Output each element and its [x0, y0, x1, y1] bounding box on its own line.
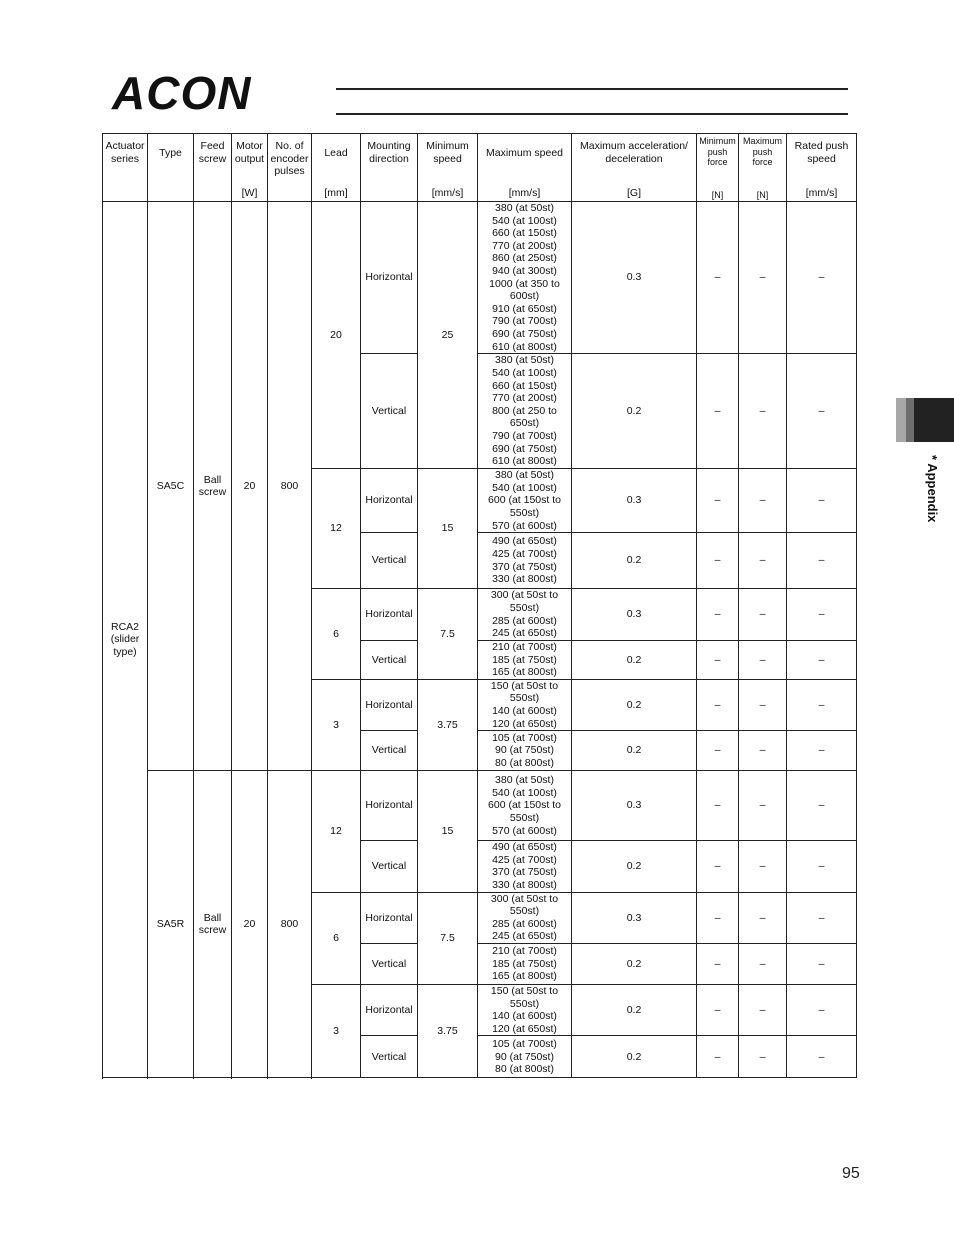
tab-stripe-dark	[914, 398, 954, 442]
header-maximum-speed: Maximum speed [mm/s]	[478, 134, 572, 202]
maximum-speed-cell: 490 (at 650st) 425 (at 700st) 370 (at 750st) 330 (at 800st)	[478, 841, 572, 892]
acceleration-cell: 0.2	[572, 1036, 697, 1078]
acceleration-cell: 0.3	[572, 771, 697, 841]
motor-output-cell: 20	[232, 202, 268, 771]
max-push-force-cell: –	[739, 589, 787, 641]
rated-push-speed-cell: –	[787, 731, 857, 771]
rated-push-speed-cell: –	[787, 985, 857, 1036]
tab-stripe-mid	[906, 398, 914, 442]
acceleration-cell: 0.3	[572, 202, 697, 354]
acceleration-cell: 0.3	[572, 469, 697, 533]
mounting-direction-cell: Vertical	[361, 841, 418, 892]
logo-rule-top	[336, 88, 848, 90]
min-push-force-cell: –	[697, 731, 739, 771]
mounting-direction-cell: Horizontal	[361, 679, 418, 730]
min-push-force-cell: –	[697, 841, 739, 892]
header-max-acceleration: Maximum acceleration/ deceleration [G]	[572, 134, 697, 202]
rated-push-speed-cell: –	[787, 892, 857, 943]
minimum-speed-cell: 15	[418, 469, 478, 589]
maximum-speed-cell: 380 (at 50st) 540 (at 100st) 660 (at 150st) 770 (at 200st) 860 (at 250st) 940 (at 300st) 1000 (at 350 to 600st) 910 (at 650st) 790 (at 700st) 690 (at 750st) 610 (at 800st)	[478, 202, 572, 354]
min-push-force-cell: –	[697, 679, 739, 730]
min-push-force-cell: –	[697, 589, 739, 641]
mounting-direction-cell: Vertical	[361, 944, 418, 985]
maximum-speed-cell: 300 (at 50st to 550st) 285 (at 600st) 245 (at 650st)	[478, 892, 572, 943]
tab-stripe-light	[896, 398, 906, 442]
mounting-direction-cell: Vertical	[361, 1036, 418, 1078]
mounting-direction-cell: Vertical	[361, 641, 418, 680]
max-push-force-cell: –	[739, 944, 787, 985]
motor-output-cell: 20	[232, 771, 268, 1078]
minimum-speed-cell: 15	[418, 771, 478, 892]
header-motor-output: Motor output [W]	[232, 134, 268, 202]
lead-cell: 12	[312, 469, 361, 589]
rated-push-speed-cell: –	[787, 202, 857, 354]
actuator-series-cell: RCA2 (slider type)	[103, 202, 148, 1078]
rated-push-speed-cell: –	[787, 679, 857, 730]
acceleration-cell: 0.2	[572, 841, 697, 892]
type-cell: SA5R	[148, 771, 194, 1078]
maximum-speed-cell: 105 (at 700st) 90 (at 750st) 80 (at 800st)	[478, 1036, 572, 1078]
specification-table	[102, 133, 857, 1078]
acceleration-cell: 0.3	[572, 892, 697, 943]
logo-text: ACON	[112, 67, 252, 119]
encoder-pulses-cell: 800	[268, 202, 312, 771]
lead-cell: 3	[312, 985, 361, 1078]
minimum-speed-cell: 7.5	[418, 892, 478, 984]
max-push-force-cell: –	[739, 771, 787, 841]
acceleration-cell: 0.2	[572, 731, 697, 771]
min-push-force-cell: –	[697, 533, 739, 589]
rated-push-speed-cell: –	[787, 533, 857, 589]
max-push-force-cell: –	[739, 731, 787, 771]
acceleration-cell: 0.2	[572, 985, 697, 1036]
acceleration-cell: 0.2	[572, 354, 697, 469]
min-push-force-cell: –	[697, 892, 739, 943]
lead-cell: 20	[312, 202, 361, 469]
type-cell: SA5C	[148, 202, 194, 771]
rated-push-speed-cell: –	[787, 944, 857, 985]
mounting-direction-cell: Horizontal	[361, 589, 418, 641]
max-push-force-cell: –	[739, 985, 787, 1036]
max-push-force-cell: –	[739, 841, 787, 892]
mounting-direction-cell: Horizontal	[361, 985, 418, 1036]
table-row	[103, 202, 857, 354]
acceleration-cell: 0.3	[572, 589, 697, 641]
rated-push-speed-cell: –	[787, 771, 857, 841]
max-push-force-cell: –	[739, 354, 787, 469]
rated-push-speed-cell: –	[787, 589, 857, 641]
acceleration-cell: 0.2	[572, 679, 697, 730]
page-number: 95	[842, 1165, 860, 1182]
rated-push-speed-cell: –	[787, 841, 857, 892]
mounting-direction-cell: Horizontal	[361, 892, 418, 943]
lead-cell: 12	[312, 771, 361, 892]
table-row	[103, 771, 857, 841]
maximum-speed-cell: 150 (at 50st to 550st) 140 (at 600st) 120 (at 650st)	[478, 679, 572, 730]
feed-screw-cell: Ball screw	[194, 202, 232, 771]
min-push-force-cell: –	[697, 1036, 739, 1078]
rated-push-speed-cell: –	[787, 641, 857, 680]
appendix-section-label: * Appendix	[925, 455, 940, 523]
maximum-speed-cell: 210 (at 700st) 185 (at 750st) 165 (at 800st)	[478, 944, 572, 985]
max-push-force-cell: –	[739, 533, 787, 589]
header-lead: Lead [mm]	[312, 134, 361, 202]
maximum-speed-cell: 210 (at 700st) 185 (at 750st) 165 (at 800st)	[478, 641, 572, 680]
mounting-direction-cell: Horizontal	[361, 469, 418, 533]
mounting-direction-cell: Horizontal	[361, 202, 418, 354]
header-row	[103, 134, 857, 202]
header-maximum-push-force: Maximum push force [N]	[739, 134, 787, 202]
min-push-force-cell: –	[697, 771, 739, 841]
min-push-force-cell: –	[697, 985, 739, 1036]
min-push-force-cell: –	[697, 641, 739, 680]
min-push-force-cell: –	[697, 202, 739, 354]
mounting-direction-cell: Vertical	[361, 731, 418, 771]
max-push-force-cell: –	[739, 202, 787, 354]
rated-push-speed-cell: –	[787, 1036, 857, 1078]
lead-cell: 6	[312, 589, 361, 680]
feed-screw-cell: Ball screw	[194, 771, 232, 1078]
maximum-speed-cell: 380 (at 50st) 540 (at 100st) 600 (at 150st to 550st) 570 (at 600st)	[478, 469, 572, 533]
mounting-direction-cell: Horizontal	[361, 771, 418, 841]
min-push-force-cell: –	[697, 944, 739, 985]
header-encoder-pulses: No. of encoder pulses	[268, 134, 312, 202]
mounting-direction-cell: Vertical	[361, 354, 418, 469]
header-type: Type	[148, 134, 194, 202]
lead-cell: 6	[312, 892, 361, 984]
rated-push-speed-cell: –	[787, 354, 857, 469]
acceleration-cell: 0.2	[572, 641, 697, 680]
header-minimum-speed: Minimum speed [mm/s]	[418, 134, 478, 202]
header-minimum-push-force: Minimum push force [N]	[697, 134, 739, 202]
minimum-speed-cell: 25	[418, 202, 478, 469]
acceleration-cell: 0.2	[572, 944, 697, 985]
header-actuator-series: Actuator series	[103, 134, 148, 202]
minimum-speed-cell: 3.75	[418, 985, 478, 1078]
acon-logo	[108, 67, 848, 122]
max-push-force-cell: –	[739, 469, 787, 533]
header-rated-push-speed: Rated push speed [mm/s]	[787, 134, 857, 202]
logo-rule-bottom	[336, 113, 848, 115]
header-mounting-direction: Mounting direction	[361, 134, 418, 202]
rated-push-speed-cell: –	[787, 469, 857, 533]
minimum-speed-cell: 7.5	[418, 589, 478, 680]
minimum-speed-cell: 3.75	[418, 679, 478, 770]
acceleration-cell: 0.2	[572, 533, 697, 589]
section-tab-marker	[896, 398, 954, 442]
maximum-speed-cell: 150 (at 50st to 550st) 140 (at 600st) 120 (at 650st)	[478, 985, 572, 1036]
maximum-speed-cell: 300 (at 50st to 550st) 285 (at 600st) 245 (at 650st)	[478, 589, 572, 641]
max-push-force-cell: –	[739, 1036, 787, 1078]
min-push-force-cell: –	[697, 469, 739, 533]
lead-cell: 3	[312, 679, 361, 770]
header-feed-screw: Feed screw	[194, 134, 232, 202]
maximum-speed-cell: 490 (at 650st) 425 (at 700st) 370 (at 750st) 330 (at 800st)	[478, 533, 572, 589]
max-push-force-cell: –	[739, 892, 787, 943]
encoder-pulses-cell: 800	[268, 771, 312, 1078]
maximum-speed-cell: 380 (at 50st) 540 (at 100st) 600 (at 150st to 550st) 570 (at 600st)	[478, 771, 572, 841]
max-push-force-cell: –	[739, 641, 787, 680]
maximum-speed-cell: 105 (at 700st) 90 (at 750st) 80 (at 800st)	[478, 731, 572, 771]
max-push-force-cell: –	[739, 679, 787, 730]
mounting-direction-cell: Vertical	[361, 533, 418, 589]
maximum-speed-cell: 380 (at 50st) 540 (at 100st) 660 (at 150st) 770 (at 200st) 800 (at 250 to 650st) 790 (at 700st) 690 (at 750st) 610 (at 800st)	[478, 354, 572, 469]
min-push-force-cell: –	[697, 354, 739, 469]
